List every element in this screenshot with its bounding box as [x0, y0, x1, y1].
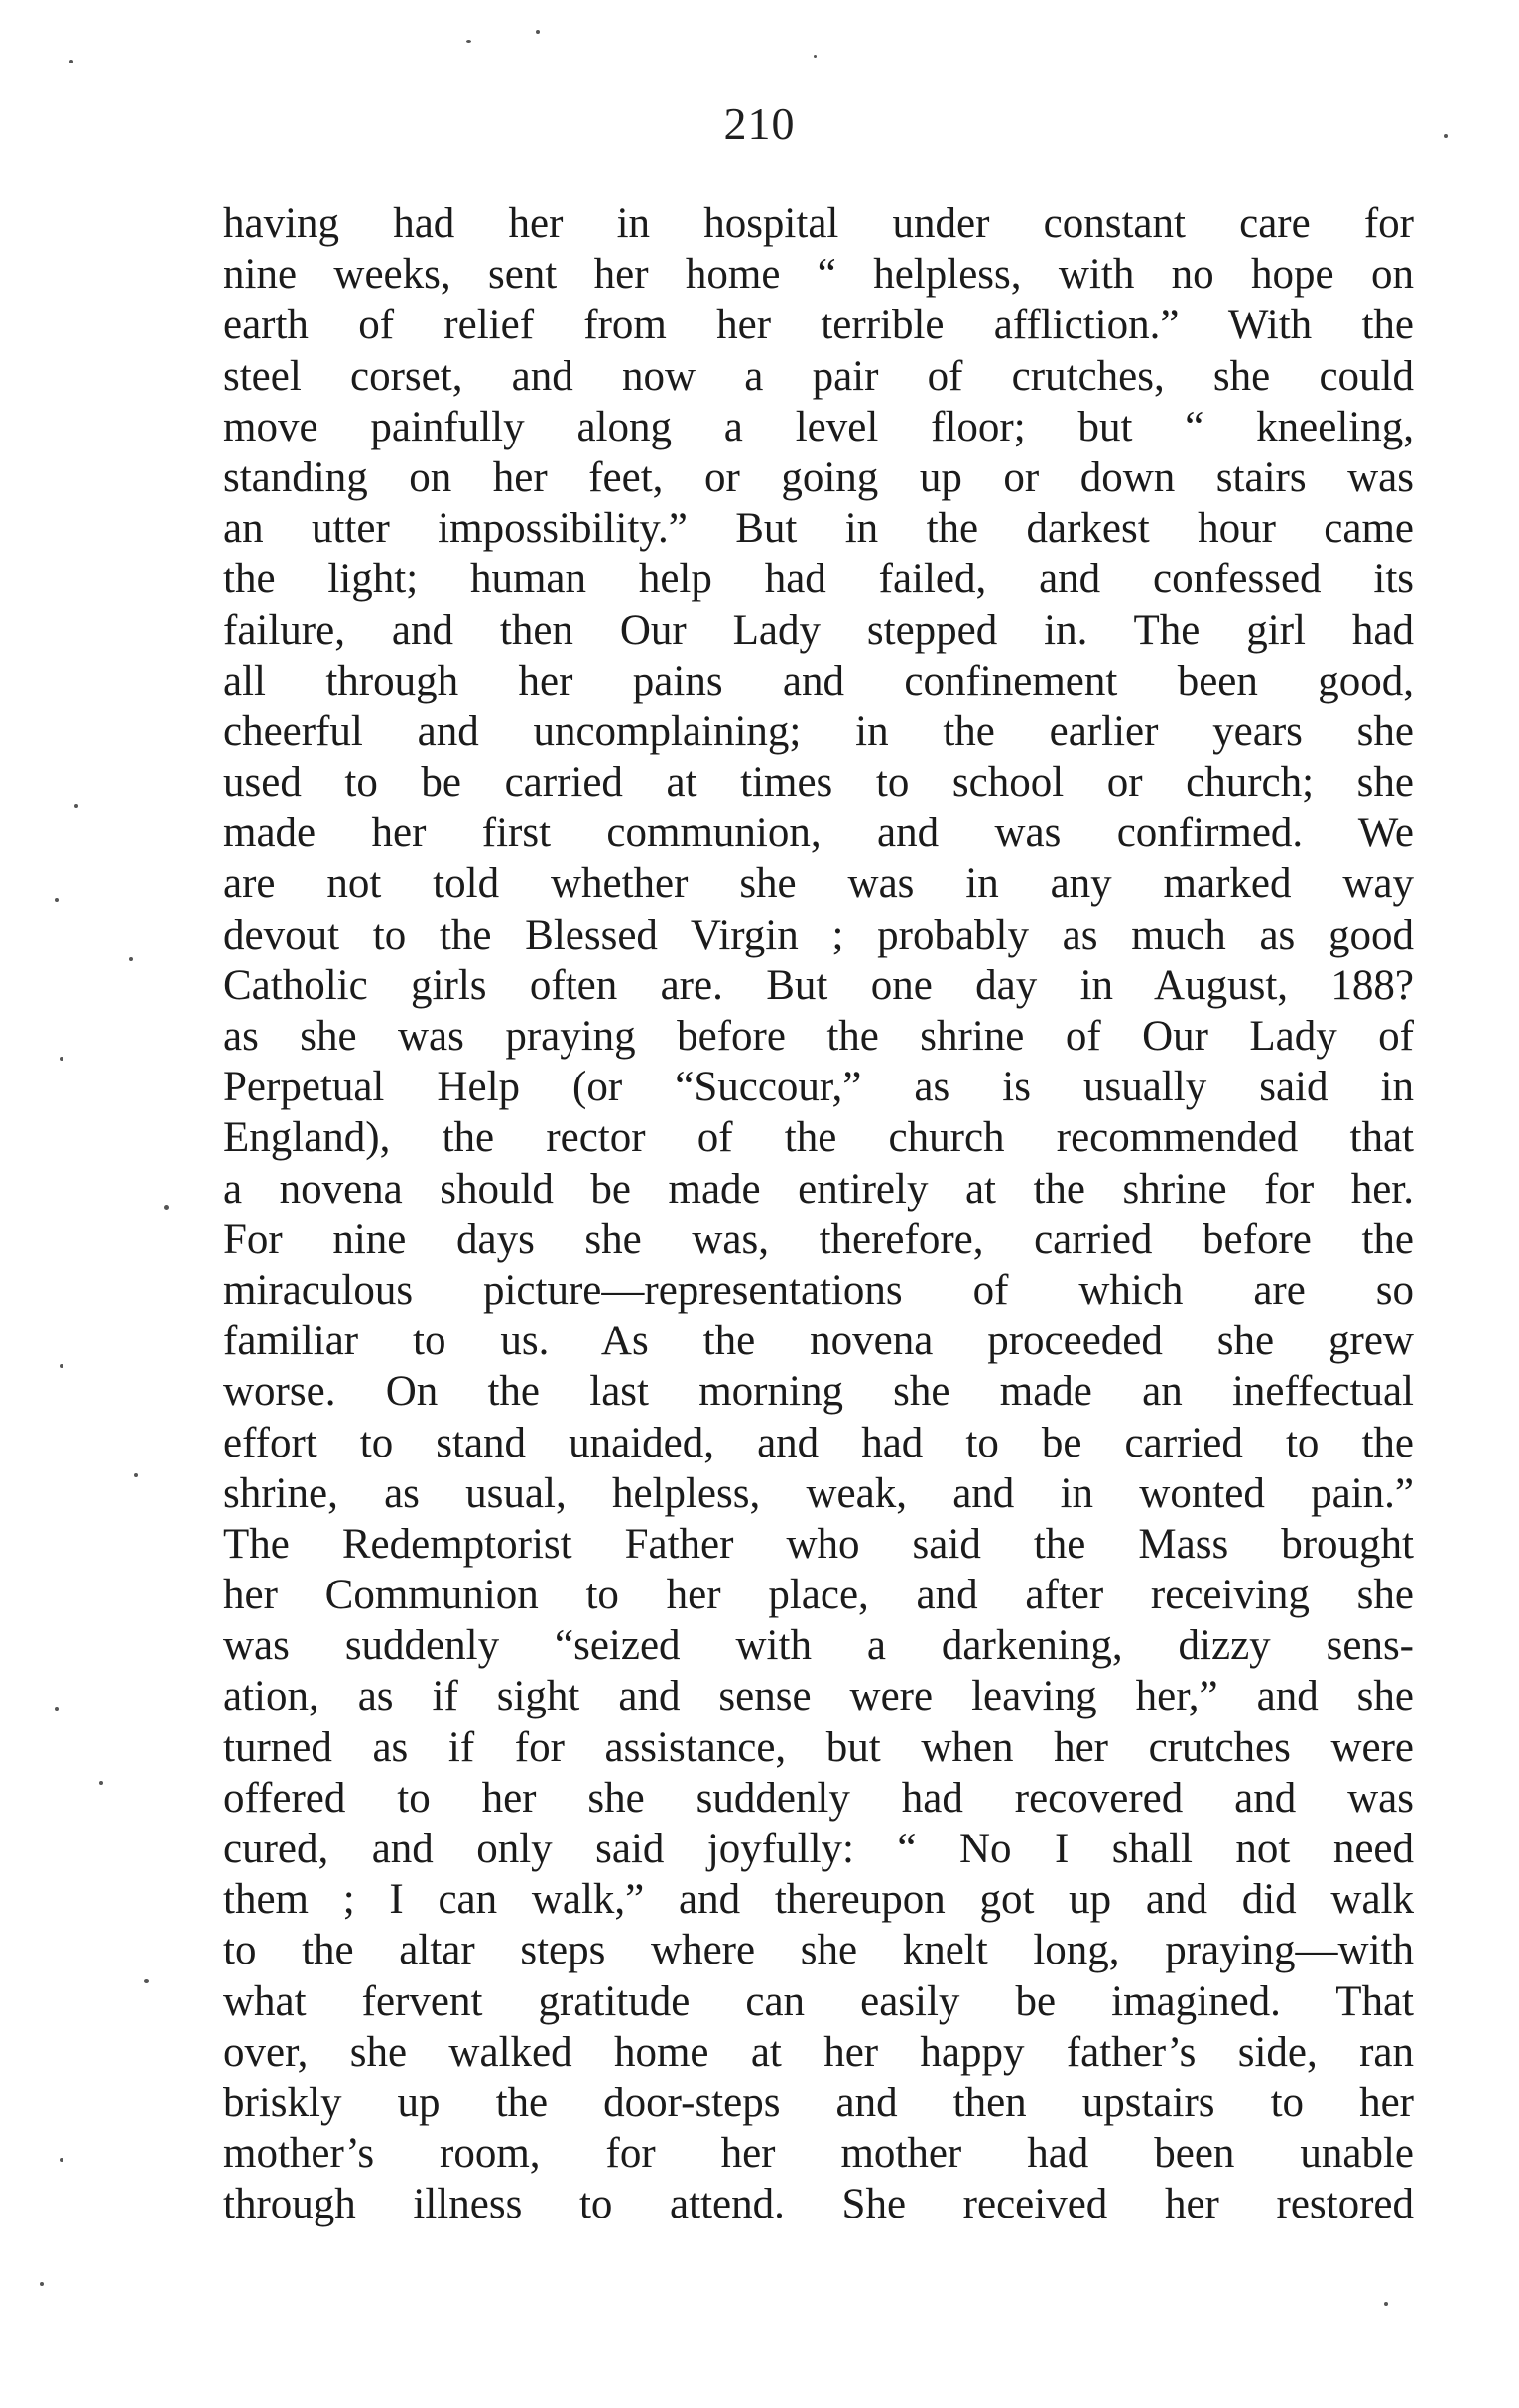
scan-speck	[129, 957, 133, 961]
scan-speck	[69, 60, 73, 63]
text-line: ation, as if sight and sense were leaving her,” and she	[223, 1673, 1414, 1720]
scan-speck	[144, 1979, 149, 1983]
scan-speck	[466, 40, 471, 43]
text-line: failure, and then Our Lady stepped in. The girl had	[223, 606, 1414, 654]
scan-speck	[1444, 134, 1448, 138]
text-line: offered to her she suddenly had recovered and was	[223, 1774, 1414, 1822]
text-line: effort to stand unaided, and had to be carried to the	[223, 1419, 1414, 1466]
text-line: For nine days she was, therefore, carried before the	[223, 1215, 1414, 1263]
text-line: cheerful and uncomplaining; in the earlier years she	[223, 707, 1414, 755]
text-line: cured, and only said joyfully: “ No I shall not need	[223, 1826, 1414, 1872]
text-line: what fervent gratitude can easily be imagined. That	[223, 1977, 1414, 2025]
scan-speck	[60, 1364, 63, 1368]
text-line: The Redemptorist Father who said the Mass brought	[223, 1520, 1414, 1568]
body-text	[223, 198, 1414, 2230]
scan-speck	[55, 898, 59, 902]
scan-speck	[814, 55, 817, 58]
text-line: devout to the Blessed Virgin ; probably as much as good	[223, 911, 1414, 958]
text-line: mother’s room, for her mother had been unable	[223, 2130, 1414, 2178]
text-line: turned as if for assistance, but when her crutches were	[223, 1723, 1414, 1771]
scan-speck	[134, 1473, 138, 1477]
scan-speck	[74, 804, 78, 808]
scan-speck	[40, 2282, 44, 2286]
text-line: used to be carried at times to school or church; she	[223, 759, 1414, 807]
text-line: was suddenly “seized with a darkening, dizzy sens-	[223, 1622, 1414, 1670]
text-line: worse. On the last morning she made an ineffectual	[223, 1368, 1414, 1416]
text-line: England), the rector of the church recommended that	[223, 1114, 1414, 1162]
text-line: Perpetual Help (or “Succour,” as is usually said in	[223, 1064, 1414, 1111]
text-line: earth of relief from her terrible affliction.” With the	[223, 302, 1414, 349]
text-line: over, she walked home at her happy father’s side, ran	[223, 2028, 1414, 2076]
page-number: 210	[723, 98, 796, 149]
text-line: are not told whether she was in any marked way	[223, 860, 1414, 908]
text-line: miraculous picture—representations of which are so	[223, 1266, 1414, 1314]
text-line: nine weeks, sent her home “ helpless, with no hope on	[223, 251, 1414, 299]
text-line: briskly up the door-steps and then upstairs to her	[223, 2079, 1414, 2126]
text-line: them ; I can walk,” and thereupon got up and did walk	[223, 1876, 1414, 1924]
text-line: familiar to us. As the novena proceeded she grew	[223, 1318, 1414, 1365]
text-line: standing on her feet, or going up or down stairs was	[223, 453, 1414, 501]
text-line: to the altar steps where she knelt long, praying—with	[223, 1927, 1414, 1974]
text-line: a novena should be made entirely at the shrine for her.	[223, 1165, 1414, 1212]
scan-speck	[99, 1781, 103, 1785]
scan-speck	[60, 2158, 63, 2162]
text-line: an utter impossibility.” But in the darkest hour came	[223, 505, 1414, 553]
text-line: having had her in hospital under constant care for	[223, 200, 1414, 247]
text-line: as she was praying before the shrine of Our Lady of	[223, 1013, 1414, 1060]
text-line: Catholic girls often are. But one day in August, 188?	[223, 961, 1414, 1009]
text-line: shrine, as usual, helpless, weak, and in wonted pain.”	[223, 1469, 1414, 1517]
scan-speck	[55, 1707, 59, 1711]
scan-speck	[536, 30, 540, 34]
scan-speck	[60, 1057, 63, 1061]
scan-speck	[164, 1205, 169, 1210]
text-line: through illness to attend. She received her restored	[223, 2181, 1414, 2228]
text-line: her Communion to her place, and after receiving she	[223, 1572, 1414, 1619]
text-line: steel corset, and now a pair of crutches, she could	[223, 352, 1414, 400]
text-line: move painfully along a level floor; but “ kneeling,	[223, 403, 1414, 450]
text-line: the light; human help had failed, and confessed its	[223, 556, 1414, 603]
scan-speck	[1384, 2302, 1388, 2306]
text-line: all through her pains and confinement been good,	[223, 657, 1414, 704]
text-line: made her first communion, and was confirmed. We	[223, 810, 1414, 857]
